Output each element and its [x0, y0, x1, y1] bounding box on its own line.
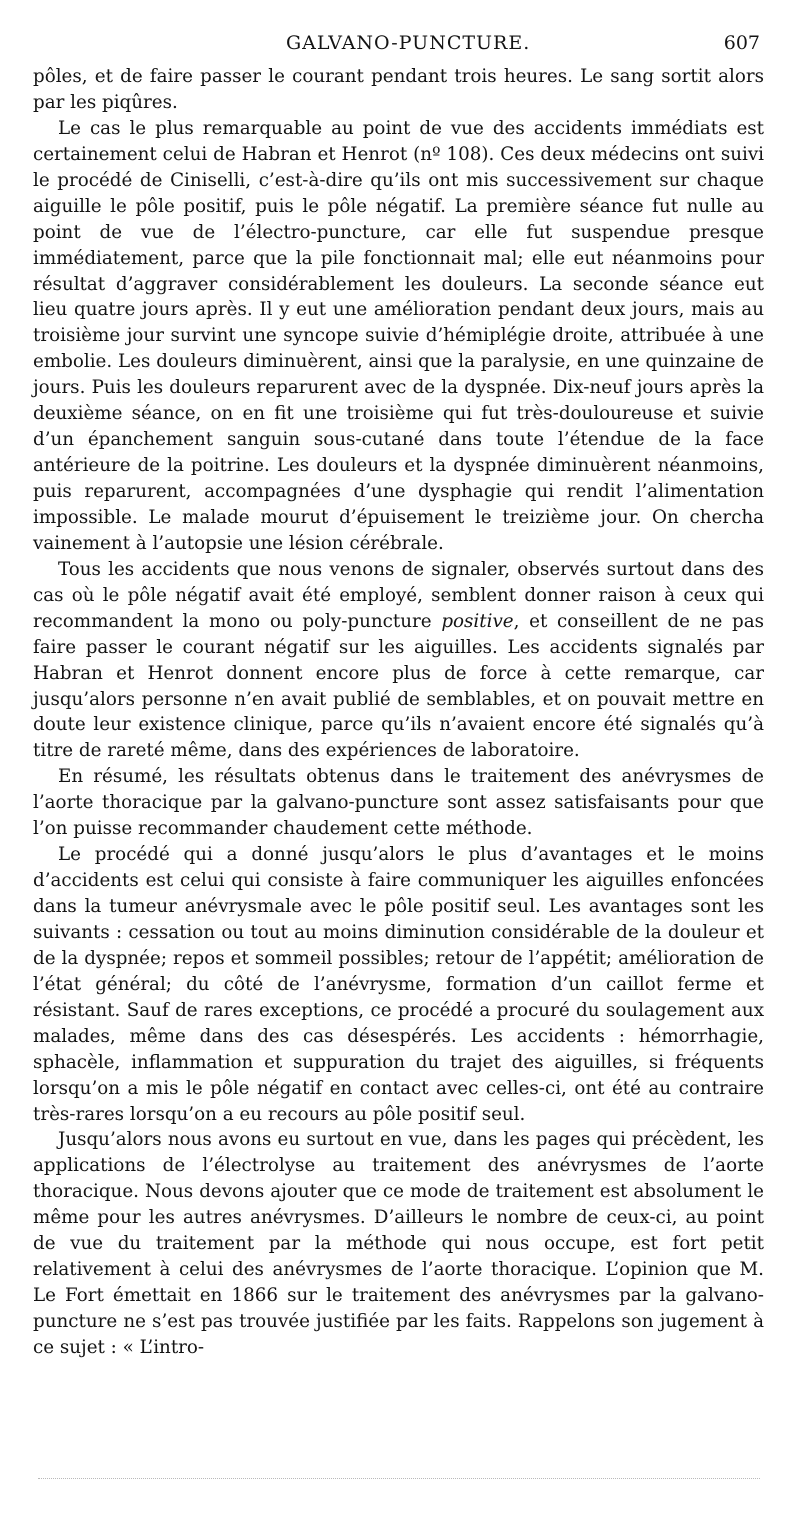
paragraph-accidents-discussion [33, 557, 764, 765]
paragraph-other-aneurysms: Jusqu’alors nous avons eu surtout en vue, dans les pages qui précèdent, les applications de l’électrolyse au traitement des anévrysmes de l’aorte thoracique. Nous devons ajouter que ce mode de traitement est absolument le même pour les autres anévrysmes. D’ailleurs le nombre de ceux-ci, au point de vue du traitement par la méthode qui nous occupe, est fort petit relativement à celui des anévrysmes de l’aorte thoracique. L’opinion que M. Le Fort émettait en 1866 sur le traitement des anévrysmes par la galvano-puncture ne s’est pas trouvée justifiée par les faits. Rappelons son jugement à ce sujet : « L’intro- [33, 1129, 764, 1358]
paragraph-text: Tous les accidents que nous venons de signaler, observés surtout dans des cas où le pôle négatif avait été employé, semblent donner raison à ceux qui recommandent la mono ou poly-puncture [33, 558, 764, 632]
body-text [33, 64, 764, 1361]
paragraph-habran-henrot-case: Le cas le plus remarquable au point de vue des accidents immédiats est certainement celui de Habran et Henrot (nº 108). Ces deux médecins ont suivi le procédé de Ciniselli, c’est-à-dire qu’ils ont mis successivement sur chaque aiguille le pôle positif, puis le pôle négatif. La première séance fut nulle au point de vue de l’électro-puncture, car elle fut suspendue presque immédiatement, parce que la pile fonctionnait mal; elle eut néanmoins pour résultat d’aggraver considérablement les douleurs. La seconde séance eut lieu quatre jours après. Il y eut une amélioration pendant deux jours, mais au troisième jour survint une syncope suivie d’hémiplégie droite, attribuée à une embolie. Les douleurs diminuèrent, ainsi que la paralysie, en une quinzaine de jours. Puis les douleurs reparurent avec de la dyspnée. Dix-neuf jours après la deuxième séance, on en fit une troisième qui fut très-douloureuse et suivie d’un épanchement sanguin sous-cutané dans toute l’étendue de la face antérieure de la poitrine. Les douleurs et la dyspnée diminuèrent néanmoins, puis reparurent, accompagnées d’une dysphagie qui rendit l’alimentation impossible. Le malade mourut d’épuisement le treizième jour. On chercha vainement à l’autopsie une lésion cérébrale. [33, 117, 764, 554]
running-title: GALVANO-PUNCTURE. [286, 32, 531, 54]
paragraph-continuation: pôles, et de faire passer le courant pendant trois heures. Le sang sortit alors par les piqûres. [33, 66, 764, 113]
page-number: 607 [723, 32, 760, 54]
footer-rule [38, 1478, 760, 1479]
emphasis-positive: positive [441, 610, 514, 632]
paragraph-summary: En résumé, les résultats obtenus dans le traitement des anévrysmes de l’aorte thoracique par la galvano-puncture sont assez satisfaisants pour que l’on puisse recommander chaudement cette méthode. [33, 766, 764, 840]
page-header [0, 32, 800, 56]
paragraph-positive-pole-procedure: Le procédé qui a donné jusqu’alors le plus d’avantages et le moins d’accidents est celui qui consiste à faire communiquer les aiguilles enfoncées dans la tumeur anévrysmale avec le pôle positif seul. Les avantages sont les suivants : cessation ou tout au moins diminution considérable de la douleur et de la dyspnée; repos et sommeil possibles; retour de l’appétit; amélioration de l’état général; du côté de l’anévrysme, formation d’un caillot ferme et résistant. Sauf de rares exceptions, ce procédé a procuré du soulagement aux malades, même dans des cas désespérés. Les accidents : hémorrhagie, sphacèle, inflammation et suppuration du trajet des aiguilles, si fréquents lorsqu’on a mis le pôle négatif en contact avec celles-ci, ont été au contraire très-rares lorsqu’on a eu recours au pôle positif seul. [33, 844, 764, 1125]
paragraph-text: , et conseillent de ne pas faire passer le courant négatif sur les aiguilles. Les accidents signalés par Habran et Henrot donnent encore plus de force à cette remarque, car jusqu’alors personne n’en avait publié de semblables, et on pouvait mettre en doute leur existence clinique, parce qu’ils n’avaient encore été signalés qu’à titre de rareté même, dans des expériences de laboratoire. [33, 610, 765, 762]
